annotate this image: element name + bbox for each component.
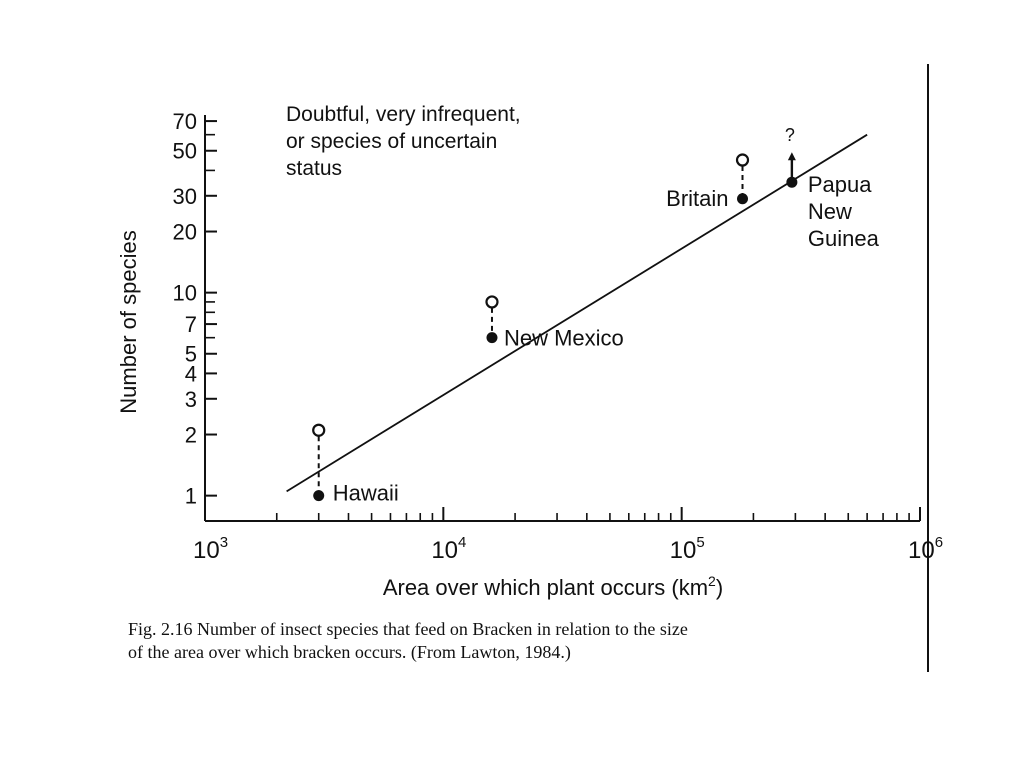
point-label: Britain — [666, 185, 729, 211]
point-label: Hawaii — [332, 480, 399, 506]
y-axis-label: Number of species — [116, 230, 141, 414]
x-tick-label: $10^6$ — [908, 534, 944, 564]
filled-point — [486, 332, 497, 343]
uncertain-marker-label: ? — [784, 125, 795, 146]
x-tick-label: $10^5$ — [669, 534, 705, 564]
caption-line-2: of the area over which bracken occurs. (From Lawton, 1984.) — [128, 642, 571, 662]
figure-caption — [128, 618, 928, 664]
open-point — [486, 296, 497, 307]
y-tick-label: 1 — [184, 483, 197, 509]
open-point — [313, 425, 324, 436]
y-tick-label: 20 — [172, 219, 197, 245]
y-tick-label: 2 — [184, 422, 197, 448]
y-tick-label: 70 — [172, 109, 197, 135]
fit-line-group — [287, 135, 868, 492]
point-label: Papua New Guinea — [807, 172, 879, 252]
point-label: New Mexico — [503, 325, 624, 351]
x-axis-label-superscript: 2 — [708, 573, 716, 589]
filled-point — [313, 490, 324, 501]
x-axis-label-suffix: ) — [715, 575, 724, 600]
y-tick-label: 3 — [184, 386, 197, 412]
y-tick-label: 7 — [184, 312, 197, 338]
point-labels — [333, 172, 880, 505]
x-tick-label: $10^3$ — [193, 534, 229, 564]
y-tick-label: 50 — [172, 138, 197, 164]
y-tick-label: 4 — [184, 361, 197, 387]
x-tick-label: $10^4$ — [431, 534, 467, 564]
x-axis-label-main: Area over which plant occurs (km — [382, 575, 709, 600]
filled-point — [737, 193, 748, 204]
caption-line-1: Fig. 2.16 Number of insect species that feed on Bracken in relation to the size — [128, 619, 688, 639]
uncertain-arrow-head — [788, 152, 796, 160]
legend-note-line: status — [286, 157, 343, 180]
y-tick-label: 5 — [184, 341, 197, 367]
regression-line — [287, 135, 868, 492]
legend-note-line: Doubtful, very infrequent, — [286, 103, 521, 126]
legend-note-line: or species of uncertain — [286, 130, 498, 153]
y-tick-label: 10 — [172, 280, 197, 306]
legend-note — [286, 103, 521, 180]
open-point — [737, 155, 748, 166]
filled-point — [786, 177, 797, 188]
y-tick-label: 30 — [172, 183, 197, 209]
x-axis-label — [383, 573, 723, 600]
data-points — [313, 125, 797, 501]
